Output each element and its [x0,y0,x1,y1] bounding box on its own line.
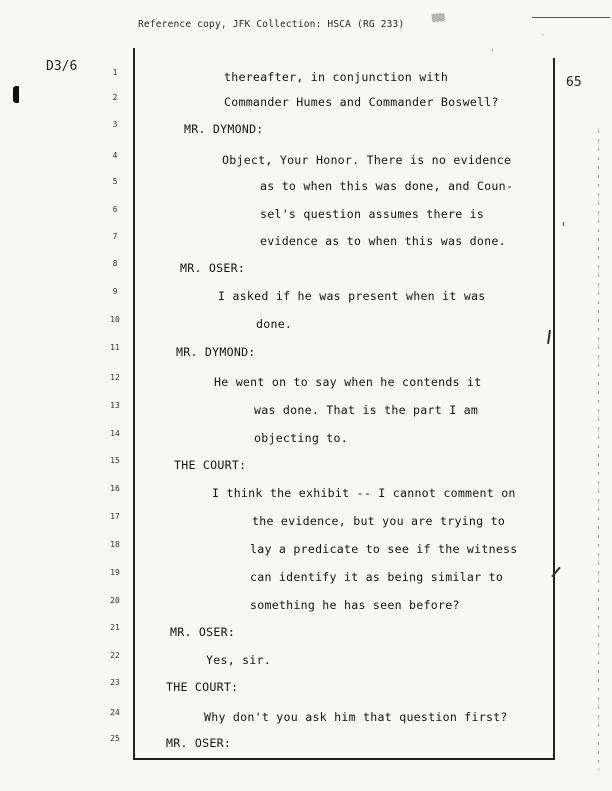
line-number: 11 [110,343,120,352]
line-number: 22 [110,651,120,660]
line-number: 20 [110,596,120,605]
line-number: 7 [112,232,118,241]
line-number: 25 [110,734,120,743]
line-number: 18 [110,540,120,549]
line-number: 14 [110,429,120,438]
line-number: 6 [112,205,118,214]
line-number: 23 [110,678,120,687]
margin-rule-right [553,58,555,760]
transcript-line: sel's question assumes there is [260,207,485,221]
line-number: 21 [110,623,120,632]
line-number: 24 [110,708,120,717]
line-number: 3 [112,120,118,129]
margin-rule-bottom [133,758,555,760]
line-number: 17 [110,512,120,521]
scan-mark: · [490,46,495,55]
scan-mark: - [540,30,545,39]
transcript-line: MR. OSER: [170,625,236,639]
transcript-line: evidence as to when this was done. [260,234,506,248]
line-number: 1 [112,68,118,77]
page-edge [598,130,599,770]
transcript-line: Commander Humes and Commander Boswell? [224,95,499,109]
line-number: 4 [112,151,118,160]
transcript-line: THE COURT: [174,458,247,472]
transcript-line: lay a predicate to see if the witness [250,542,518,556]
binder-hole-mark [13,86,19,103]
transcript-line: can identify it as being similar to [250,570,504,584]
line-number: 13 [110,401,120,410]
transcript-line: MR. OSER: [180,261,246,275]
faint-stamp: ▒▒▒ [431,13,445,23]
top-rule [532,17,610,18]
transcript-line: something he has seen before? [250,598,460,612]
transcript-line: Object, Your Honor. There is no evidence [222,153,512,167]
line-number: 16 [110,484,120,493]
transcript-line: MR. DYMOND: [184,122,264,136]
transcript-line: as to when this was done, and Coun- [260,179,514,193]
transcript-line: objecting to. [254,431,348,445]
page-number: 65 [566,75,582,90]
margin-rule-left [133,48,135,760]
reference-header: Reference copy, JFK Collection: HSCA (RG 233) [138,19,405,30]
line-number: 15 [110,456,120,465]
line-number: 8 [112,259,118,268]
line-number: 10 [110,315,120,324]
transcript-line: THE COURT: [166,680,239,694]
line-number: 19 [110,568,120,577]
transcript-line: He went on to say when he contends it [214,375,482,389]
transcript-line: I asked if he was present when it was [218,289,486,303]
line-number: 9 [112,287,118,296]
pen-mark [547,330,551,344]
transcript-line: thereafter, in conjunction with [224,70,449,84]
line-number: 5 [112,177,118,186]
transcript-line: Why don't you ask him that question first? [204,710,508,724]
transcript-line: MR. DYMOND: [176,345,256,359]
transcript-line: MR. OSER: [166,736,232,750]
transcript-line: was done. That is the part I am [254,403,479,417]
transcript-line: Yes, sir. [206,653,272,667]
line-number: 12 [110,373,120,382]
transcript-line: the evidence, but you are trying to [252,514,506,528]
document-id: D3/6 [46,59,78,74]
transcript-line: done. [256,317,293,331]
transcript-line: I think the exhibit -- I cannot comment on [212,486,516,500]
pen-mark [563,222,564,226]
line-number: 2 [112,93,118,102]
